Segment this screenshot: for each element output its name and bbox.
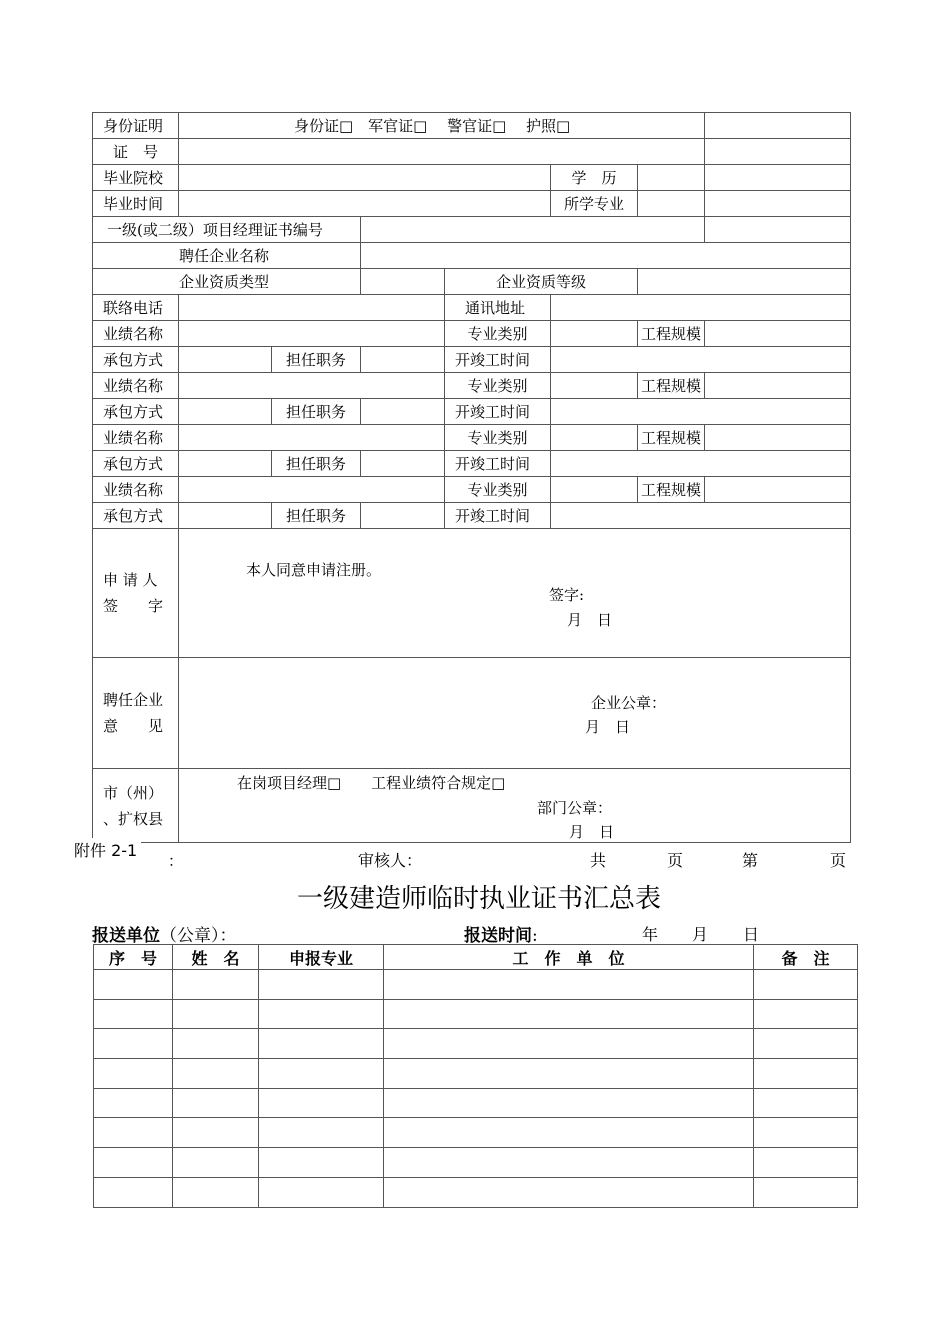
specialty-field[interactable] bbox=[551, 321, 638, 347]
photo-cell-5 bbox=[705, 217, 851, 243]
employer-opinion-label bbox=[93, 658, 179, 769]
period-label: 开竣工时间 bbox=[445, 399, 551, 425]
cell[interactable] bbox=[94, 1059, 173, 1089]
contract-field[interactable] bbox=[179, 451, 272, 477]
specialty-label: 专业类别 bbox=[445, 477, 551, 503]
school-label: 毕业院校 bbox=[93, 165, 179, 191]
submit-time bbox=[464, 921, 538, 946]
position-label: 担任职务 bbox=[272, 503, 361, 529]
table-row bbox=[94, 1088, 858, 1118]
submit-unit-seal: （公章）： bbox=[160, 926, 237, 946]
cell[interactable] bbox=[173, 1148, 259, 1178]
city-label-line1: 市（州） bbox=[103, 783, 164, 802]
summary-title: 一级建造师临时执业证书汇总表 bbox=[297, 884, 662, 914]
cell[interactable] bbox=[173, 999, 259, 1029]
cell[interactable] bbox=[754, 970, 858, 1000]
table-row bbox=[94, 1118, 858, 1148]
cert-no-label: 证 号 bbox=[93, 139, 179, 165]
qual-level-label: 企业资质等级 bbox=[445, 269, 638, 295]
contract-field[interactable] bbox=[179, 503, 272, 529]
scale-label: 工程规模 bbox=[638, 477, 705, 503]
cell[interactable] bbox=[384, 1177, 754, 1207]
position-field[interactable] bbox=[361, 347, 445, 373]
city-label-line2: 、扩权县 bbox=[103, 809, 164, 828]
nth-label: 第 bbox=[742, 851, 759, 870]
scale-field[interactable] bbox=[705, 321, 851, 347]
specialty-field[interactable] bbox=[551, 477, 638, 503]
cell[interactable] bbox=[259, 1029, 384, 1059]
signature-label: 签字: bbox=[549, 586, 585, 604]
col-header-work-unit: 工 作 单 位 bbox=[384, 945, 754, 970]
position-label: 担任职务 bbox=[272, 399, 361, 425]
cell[interactable] bbox=[94, 1118, 173, 1148]
scale-label: 工程规模 bbox=[638, 425, 705, 451]
major-field[interactable] bbox=[638, 191, 705, 217]
cell[interactable] bbox=[754, 1088, 858, 1118]
cell[interactable] bbox=[173, 1118, 259, 1148]
city-review-area[interactable] bbox=[179, 769, 851, 843]
applicant-label-line2: 签 字 bbox=[103, 597, 164, 615]
pm-cert-field[interactable] bbox=[361, 217, 705, 243]
perf-name-label: 业绩名称 bbox=[93, 373, 179, 399]
city-review-label bbox=[93, 769, 179, 843]
employer-name-field[interactable] bbox=[361, 243, 851, 269]
scale-label: 工程规模 bbox=[638, 321, 705, 347]
dept-seal-label: 部门公章： bbox=[537, 799, 613, 817]
month-label: 月 bbox=[692, 925, 709, 944]
cell[interactable] bbox=[259, 999, 384, 1029]
education-field[interactable] bbox=[638, 165, 705, 191]
contract-field[interactable] bbox=[179, 347, 272, 373]
cell[interactable] bbox=[754, 999, 858, 1029]
grad-time-label: 毕业时间 bbox=[93, 191, 179, 217]
cell[interactable] bbox=[384, 1088, 754, 1118]
table-row bbox=[94, 1148, 858, 1178]
cell[interactable] bbox=[259, 1118, 384, 1148]
specialty-field[interactable] bbox=[551, 425, 638, 451]
cell[interactable] bbox=[754, 1177, 858, 1207]
position-label: 担任职务 bbox=[272, 451, 361, 477]
cell[interactable] bbox=[173, 1059, 259, 1089]
cell[interactable] bbox=[259, 1059, 384, 1089]
perf-name-label: 业绩名称 bbox=[93, 477, 179, 503]
employer-name-label: 聘任企业名称 bbox=[93, 243, 361, 269]
cell[interactable] bbox=[384, 1148, 754, 1178]
col-header-specialty: 申报专业 bbox=[259, 945, 384, 970]
pm-cert-label: 一级(或二级）项目经理证书编号 bbox=[93, 217, 361, 243]
cell[interactable] bbox=[173, 970, 259, 1000]
perf-name-field[interactable] bbox=[179, 321, 445, 347]
position-field[interactable] bbox=[361, 399, 445, 425]
company-seal-label: 企业公章： bbox=[591, 694, 667, 712]
period-label: 开竣工时间 bbox=[445, 347, 551, 373]
major-label: 所学专业 bbox=[551, 191, 638, 217]
specialty-label: 专业类别 bbox=[445, 425, 551, 451]
table-row bbox=[94, 999, 858, 1029]
cell[interactable] bbox=[259, 1088, 384, 1118]
phone-field[interactable] bbox=[179, 295, 445, 321]
cert-no-field[interactable] bbox=[179, 139, 705, 165]
col-header-name: 姓 名 bbox=[173, 945, 259, 970]
contract-label: 承包方式 bbox=[93, 503, 179, 529]
cell[interactable] bbox=[384, 970, 754, 1000]
applicant-date: 月 日 bbox=[567, 611, 613, 629]
table-row bbox=[94, 1029, 858, 1059]
table-row bbox=[94, 1059, 858, 1089]
address-field[interactable] bbox=[551, 295, 851, 321]
footer-colon: ： bbox=[168, 852, 184, 870]
year-label: 年 bbox=[642, 925, 659, 944]
registration-form bbox=[92, 112, 851, 843]
perf-name-field[interactable] bbox=[179, 373, 445, 399]
table-row bbox=[94, 1177, 858, 1207]
position-field[interactable] bbox=[361, 451, 445, 477]
period-field[interactable] bbox=[551, 399, 851, 425]
contract-label: 承包方式 bbox=[93, 451, 179, 477]
cell[interactable] bbox=[259, 1148, 384, 1178]
cell[interactable] bbox=[754, 1148, 858, 1178]
cell[interactable] bbox=[384, 999, 754, 1029]
applicant-statement: 本人同意申请注册。 bbox=[246, 561, 382, 579]
specialty-label: 专业类别 bbox=[445, 321, 551, 347]
school-field[interactable] bbox=[179, 165, 551, 191]
applicant-signature-label bbox=[93, 529, 179, 658]
scale-field[interactable] bbox=[705, 477, 851, 503]
cell[interactable] bbox=[94, 999, 173, 1029]
photo-cell-2 bbox=[705, 139, 851, 165]
perf-name-label: 业绩名称 bbox=[93, 425, 179, 451]
cell[interactable] bbox=[754, 1059, 858, 1089]
cell[interactable] bbox=[173, 1088, 259, 1118]
employer-date: 月 日 bbox=[585, 718, 631, 736]
submit-time-label: 报送时间 bbox=[464, 926, 532, 946]
cell[interactable] bbox=[259, 1177, 384, 1207]
summary-table bbox=[93, 944, 858, 1208]
period-label: 开竣工时间 bbox=[445, 503, 551, 529]
cell[interactable] bbox=[94, 1177, 173, 1207]
perf-name-field[interactable] bbox=[179, 425, 445, 451]
grad-time-field[interactable] bbox=[179, 191, 551, 217]
cell[interactable] bbox=[173, 1177, 259, 1207]
scale-label: 工程规模 bbox=[638, 373, 705, 399]
page-label: 页 bbox=[667, 851, 684, 870]
employer-opinion-line1: 聘任企业 bbox=[103, 691, 164, 709]
total-label: 共 bbox=[590, 851, 607, 870]
period-field[interactable] bbox=[551, 503, 851, 529]
period-field[interactable] bbox=[551, 451, 851, 477]
perf-name-field[interactable] bbox=[179, 477, 445, 503]
col-header-remarks: 备 注 bbox=[754, 945, 858, 970]
qual-type-label: 企业资质类型 bbox=[93, 269, 361, 295]
phone-label: 联络电话 bbox=[93, 295, 179, 321]
cell[interactable] bbox=[259, 970, 384, 1000]
reviewer-label: 审核人： bbox=[358, 851, 423, 870]
photo-cell-4 bbox=[705, 191, 851, 217]
photo-cell bbox=[705, 113, 851, 139]
contract-label: 承包方式 bbox=[93, 347, 179, 373]
summary-header-row bbox=[94, 945, 858, 970]
cell[interactable] bbox=[754, 1118, 858, 1148]
col-header-no: 序 号 bbox=[94, 945, 173, 970]
submit-time-colon: : bbox=[532, 926, 538, 946]
qual-level-field[interactable] bbox=[638, 269, 851, 295]
cell[interactable] bbox=[94, 1088, 173, 1118]
submit-unit-label: 报送单位 bbox=[92, 926, 160, 946]
attachment-label: 附件 2-1 bbox=[74, 838, 141, 861]
photo-cell-3 bbox=[705, 165, 851, 191]
page-label-2: 页 bbox=[830, 851, 847, 870]
employer-opinion-line2: 意 见 bbox=[103, 717, 164, 735]
applicant-label-line1: 申 请 人 bbox=[103, 571, 158, 589]
scale-field[interactable] bbox=[705, 425, 851, 451]
perf-name-label: 业绩名称 bbox=[93, 321, 179, 347]
period-label: 开竣工时间 bbox=[445, 451, 551, 477]
cell[interactable] bbox=[384, 1118, 754, 1148]
day-label: 日 bbox=[743, 925, 760, 944]
position-field[interactable] bbox=[361, 503, 445, 529]
cell[interactable] bbox=[94, 1029, 173, 1059]
cell[interactable] bbox=[384, 1059, 754, 1089]
contract-field[interactable] bbox=[179, 399, 272, 425]
cell[interactable] bbox=[94, 1148, 173, 1178]
education-label: 学 历 bbox=[551, 165, 638, 191]
qual-type-field[interactable] bbox=[361, 269, 445, 295]
period-field[interactable] bbox=[551, 347, 851, 373]
cell[interactable] bbox=[94, 970, 173, 1000]
employer-opinion-area[interactable] bbox=[179, 658, 851, 769]
city-review-checks[interactable]: 在岗项目经理□ 工程业绩符合规定□ bbox=[237, 774, 506, 792]
applicant-signature-area[interactable] bbox=[179, 529, 851, 658]
scale-field[interactable] bbox=[705, 373, 851, 399]
cell[interactable] bbox=[754, 1029, 858, 1059]
submit-unit bbox=[92, 921, 237, 946]
contract-label: 承包方式 bbox=[93, 399, 179, 425]
id-proof-label: 身份证明 bbox=[93, 113, 179, 139]
table-row bbox=[94, 970, 858, 1000]
cell[interactable] bbox=[173, 1029, 259, 1059]
id-type-options[interactable]: 身份证□ 军官证□ 警官证□ 护照□ bbox=[179, 113, 705, 139]
city-date: 月 日 bbox=[569, 823, 615, 841]
address-label: 通讯地址 bbox=[445, 295, 551, 321]
position-label: 担任职务 bbox=[272, 347, 361, 373]
specialty-field[interactable] bbox=[551, 373, 638, 399]
specialty-label: 专业类别 bbox=[445, 373, 551, 399]
cell[interactable] bbox=[384, 1029, 754, 1059]
